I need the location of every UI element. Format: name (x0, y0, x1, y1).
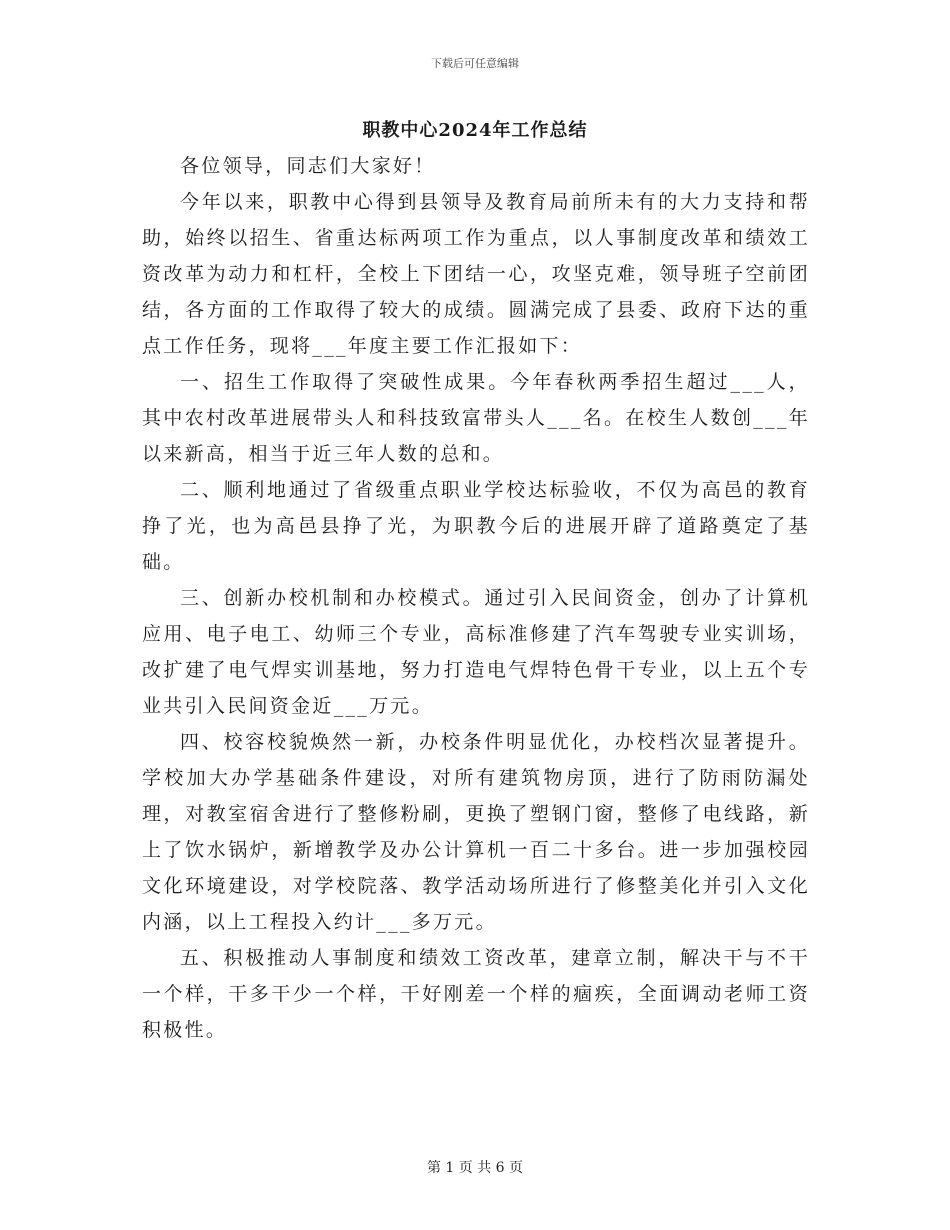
paragraph-1: 一、招生工作取得了突破性成果。今年春秋两季招生超过___人，其中农村改革进展带头人和科技致富带头人___名。在校生人数创___年以来新高，相当于近三年人数的总和。 (142, 371, 810, 465)
header-note: 下载后可任意编辑 (431, 57, 519, 70)
greeting: 各位领导，同志们大家好！ (180, 155, 436, 177)
paragraph-3: 三、创新办校机制和办校模式。通过引入民间资金，创办了计算机应用、电子电工、幼师三个专业，高标准修建了汽车驾驶专业实训场，改扩建了电气焊实训基地，努力打造电气焊特色骨干专业，以上五个专业共引入民间资金近___万元。 (142, 587, 810, 717)
paragraph-intro: 今年以来，职教中心得到县领导及教育局前所未有的大力支持和帮助，始终以招生、省重达标两项工作为重点，以人事制度改革和绩效工资改革为动力和杠杆，全校上下团结一心，攻坚克难，领导班子空前团结，各方面的工作取得了较大的成绩。圆满完成了县委、政府下达的重点工作任务，现将___年度主要工作汇报如下： (142, 191, 810, 357)
document-body (142, 148, 810, 1048)
document-title: 职教中心2024年工作总结 (362, 120, 588, 141)
paragraph-4: 四、校容校貌焕然一新，办校条件明显优化，办校档次显著提升。学校加大办学基础条件建设，对所有建筑物房顶，进行了防雨防漏处理，对教室宿舍进行了整修粉刷，更换了塑钢门窗，整修了电线路，新上了饮水锅炉，新增教学及办公计算机一百二十多台。进一步加强校园文化环境建设，对学校院落、教学活动场所进行了修整美化并引入文化内涵，以上工程投入约计___多万元。 (142, 731, 810, 933)
paragraph-5: 五、积极推动人事制度和绩效工资改革，建章立制，解决干与不干一个样，干多干少一个样，干好刚差一个样的痼疾，全面调动老师工资积极性。 (142, 947, 810, 1041)
page-footer: 第 1 页 共 6 页 (426, 1160, 524, 1176)
paragraph-2: 二、顺利地通过了省级重点职业学校达标验收，不仅为高邑的教育挣了光，也为高邑县挣了光，为职教今后的进展开辟了道路奠定了基础。 (142, 479, 810, 573)
